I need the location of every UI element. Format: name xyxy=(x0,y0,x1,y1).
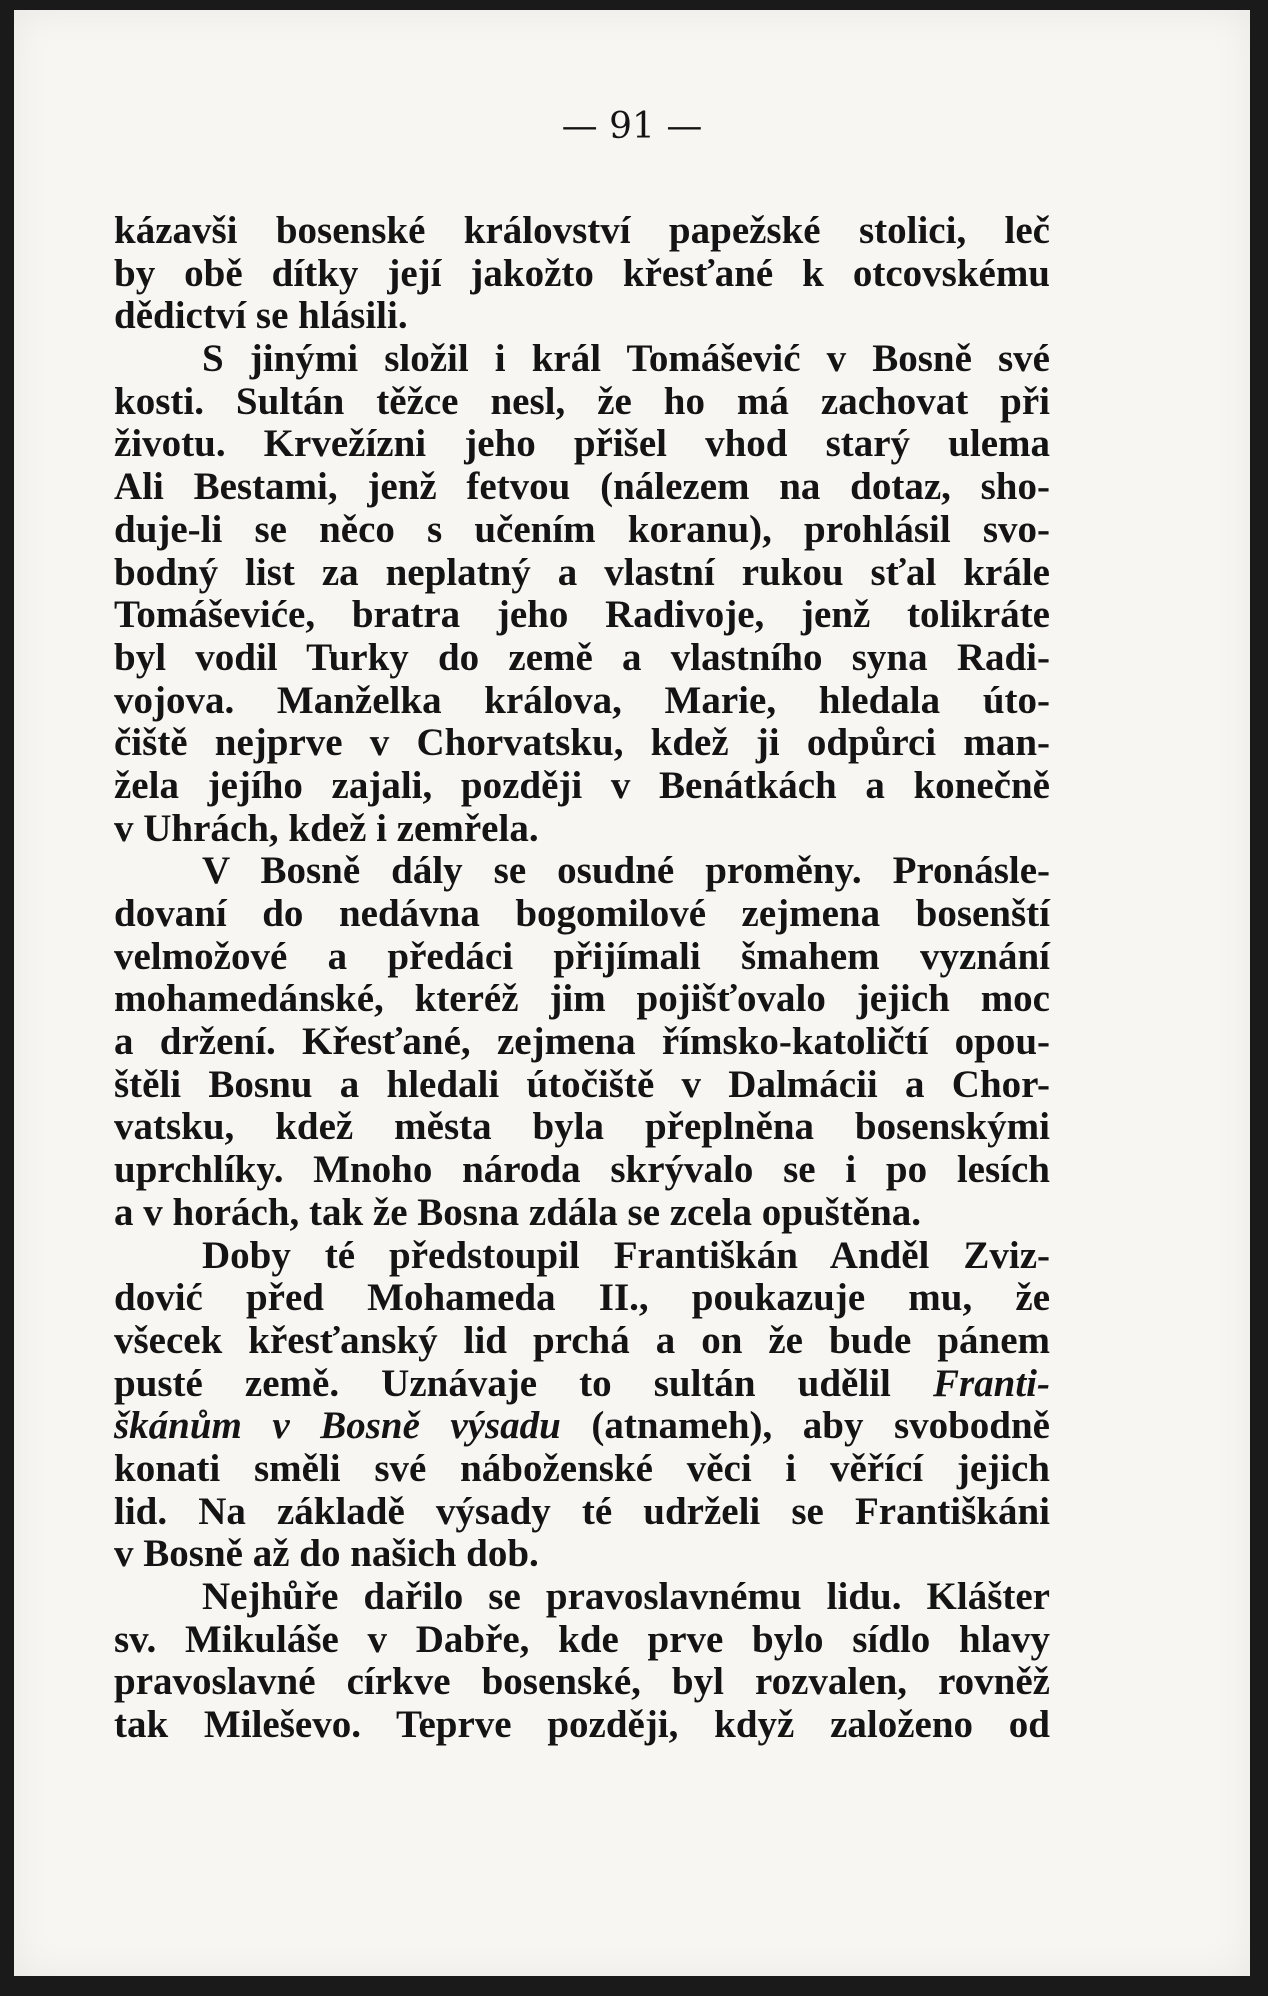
text-line: v Uhrách, kdež i zemřela. xyxy=(114,806,539,850)
text-line: Nejhůře dařilo se pravoslavnému lidu. Klášter xyxy=(202,1575,1050,1618)
text-line: velmožové a předáci přijímali šmahem vyznání xyxy=(114,934,1050,978)
text-line: duje-li se něco s učením koranu), prohlásil svo- xyxy=(114,507,1050,551)
text-line xyxy=(114,1363,1050,1406)
text-line: Doby té předstoupil Františkán Anděl Zviz- xyxy=(202,1233,1050,1277)
page-number: — 91 — xyxy=(561,106,703,147)
text-segment: pusté země. Uznávaje to sultán udělil xyxy=(114,1361,933,1405)
text-line: konati směli své náboženské věci i věřící jejich xyxy=(114,1446,1050,1490)
text-line: vatsku, kdež města byla přeplněna bosenskými xyxy=(114,1105,1050,1149)
text-line: lid. Na základě výsady té udrželi se Františkáni xyxy=(114,1489,1050,1533)
text-line: čiště nejprve v Chorvatsku, kdež ji odpůrci man- xyxy=(114,721,1050,765)
text-line xyxy=(114,1405,1050,1448)
text-line: dović před Mohameda II., poukazuje mu, že xyxy=(114,1276,1050,1320)
text-line: Tomáševiće, bratra jeho Radivoje, jenž tolikráte xyxy=(114,593,1050,637)
text-line: by obě dítky její jakožto křesťané k otcovskému xyxy=(114,251,1050,295)
text-line: dědictví se hlásili. xyxy=(114,294,408,338)
text-line: životu. Krvežízni jeho přišel vhod starý ulema xyxy=(114,422,1050,466)
text-line: v Bosně až do našich dob. xyxy=(114,1532,539,1576)
text-line: pravoslavné církve bosenské, byl rozvalen, rovněž xyxy=(114,1660,1050,1704)
text-segment: (atnameh), aby svobodně xyxy=(560,1404,1050,1448)
text-line: kázavši bosenské království papežské stolici, leč xyxy=(114,209,1050,252)
text-line: dovaní do nedávna bogomilové zejmena bosenští xyxy=(114,892,1050,935)
text-line: vojova. Manželka králova, Marie, hledala úto- xyxy=(114,678,1050,722)
text-line: kosti. Sultán těžce nesl, že ho má zachovat při xyxy=(114,379,1050,423)
text-line: mohamedánské, kteréž jim pojišťovalo jejich moc xyxy=(114,977,1050,1021)
text-line: V Bosně dály se osudné proměny. Pronásle- xyxy=(202,849,1050,893)
text-line: sv. Mikuláše v Dabře, kde prve bylo sídlo hlavy xyxy=(114,1617,1050,1661)
text-line: všecek křesťanský lid prchá a on že bude pánem xyxy=(114,1318,1050,1362)
body-text xyxy=(114,210,1050,1747)
text-line: a v horách, tak že Bosna zdála se zcela opuštěna. xyxy=(114,1190,922,1234)
text-line: byl vodil Turky do země a vlastního syna Radi- xyxy=(114,635,1050,679)
text-line: uprchlíky. Mnoho národa skrývalo se i po lesích xyxy=(114,1148,1050,1192)
text-line: žela jejího zajali, později v Benátkách a konečně xyxy=(114,763,1050,807)
text-line: bodný list za neplatný a vlastní rukou sťal krále xyxy=(114,550,1050,594)
text-line: S jinými složil i král Tomášević v Bosně své xyxy=(202,337,1050,381)
italic-text: Franti- xyxy=(932,1361,1050,1405)
book-page xyxy=(14,10,1250,1976)
text-line: štěli Bosnu a hledali útočiště v Dalmácii a Chor- xyxy=(114,1062,1050,1106)
italic-text: škánům v Bosně výsadu xyxy=(114,1404,561,1448)
text-line: a držení. Křesťané, zejmena římsko-katoličtí opou- xyxy=(114,1020,1050,1064)
text-line: tak Mileševo. Teprve později, když založeno od xyxy=(114,1703,1050,1747)
text-line: Ali Bestami, jenž fetvou (nálezem na dotaz, sho- xyxy=(114,465,1050,509)
